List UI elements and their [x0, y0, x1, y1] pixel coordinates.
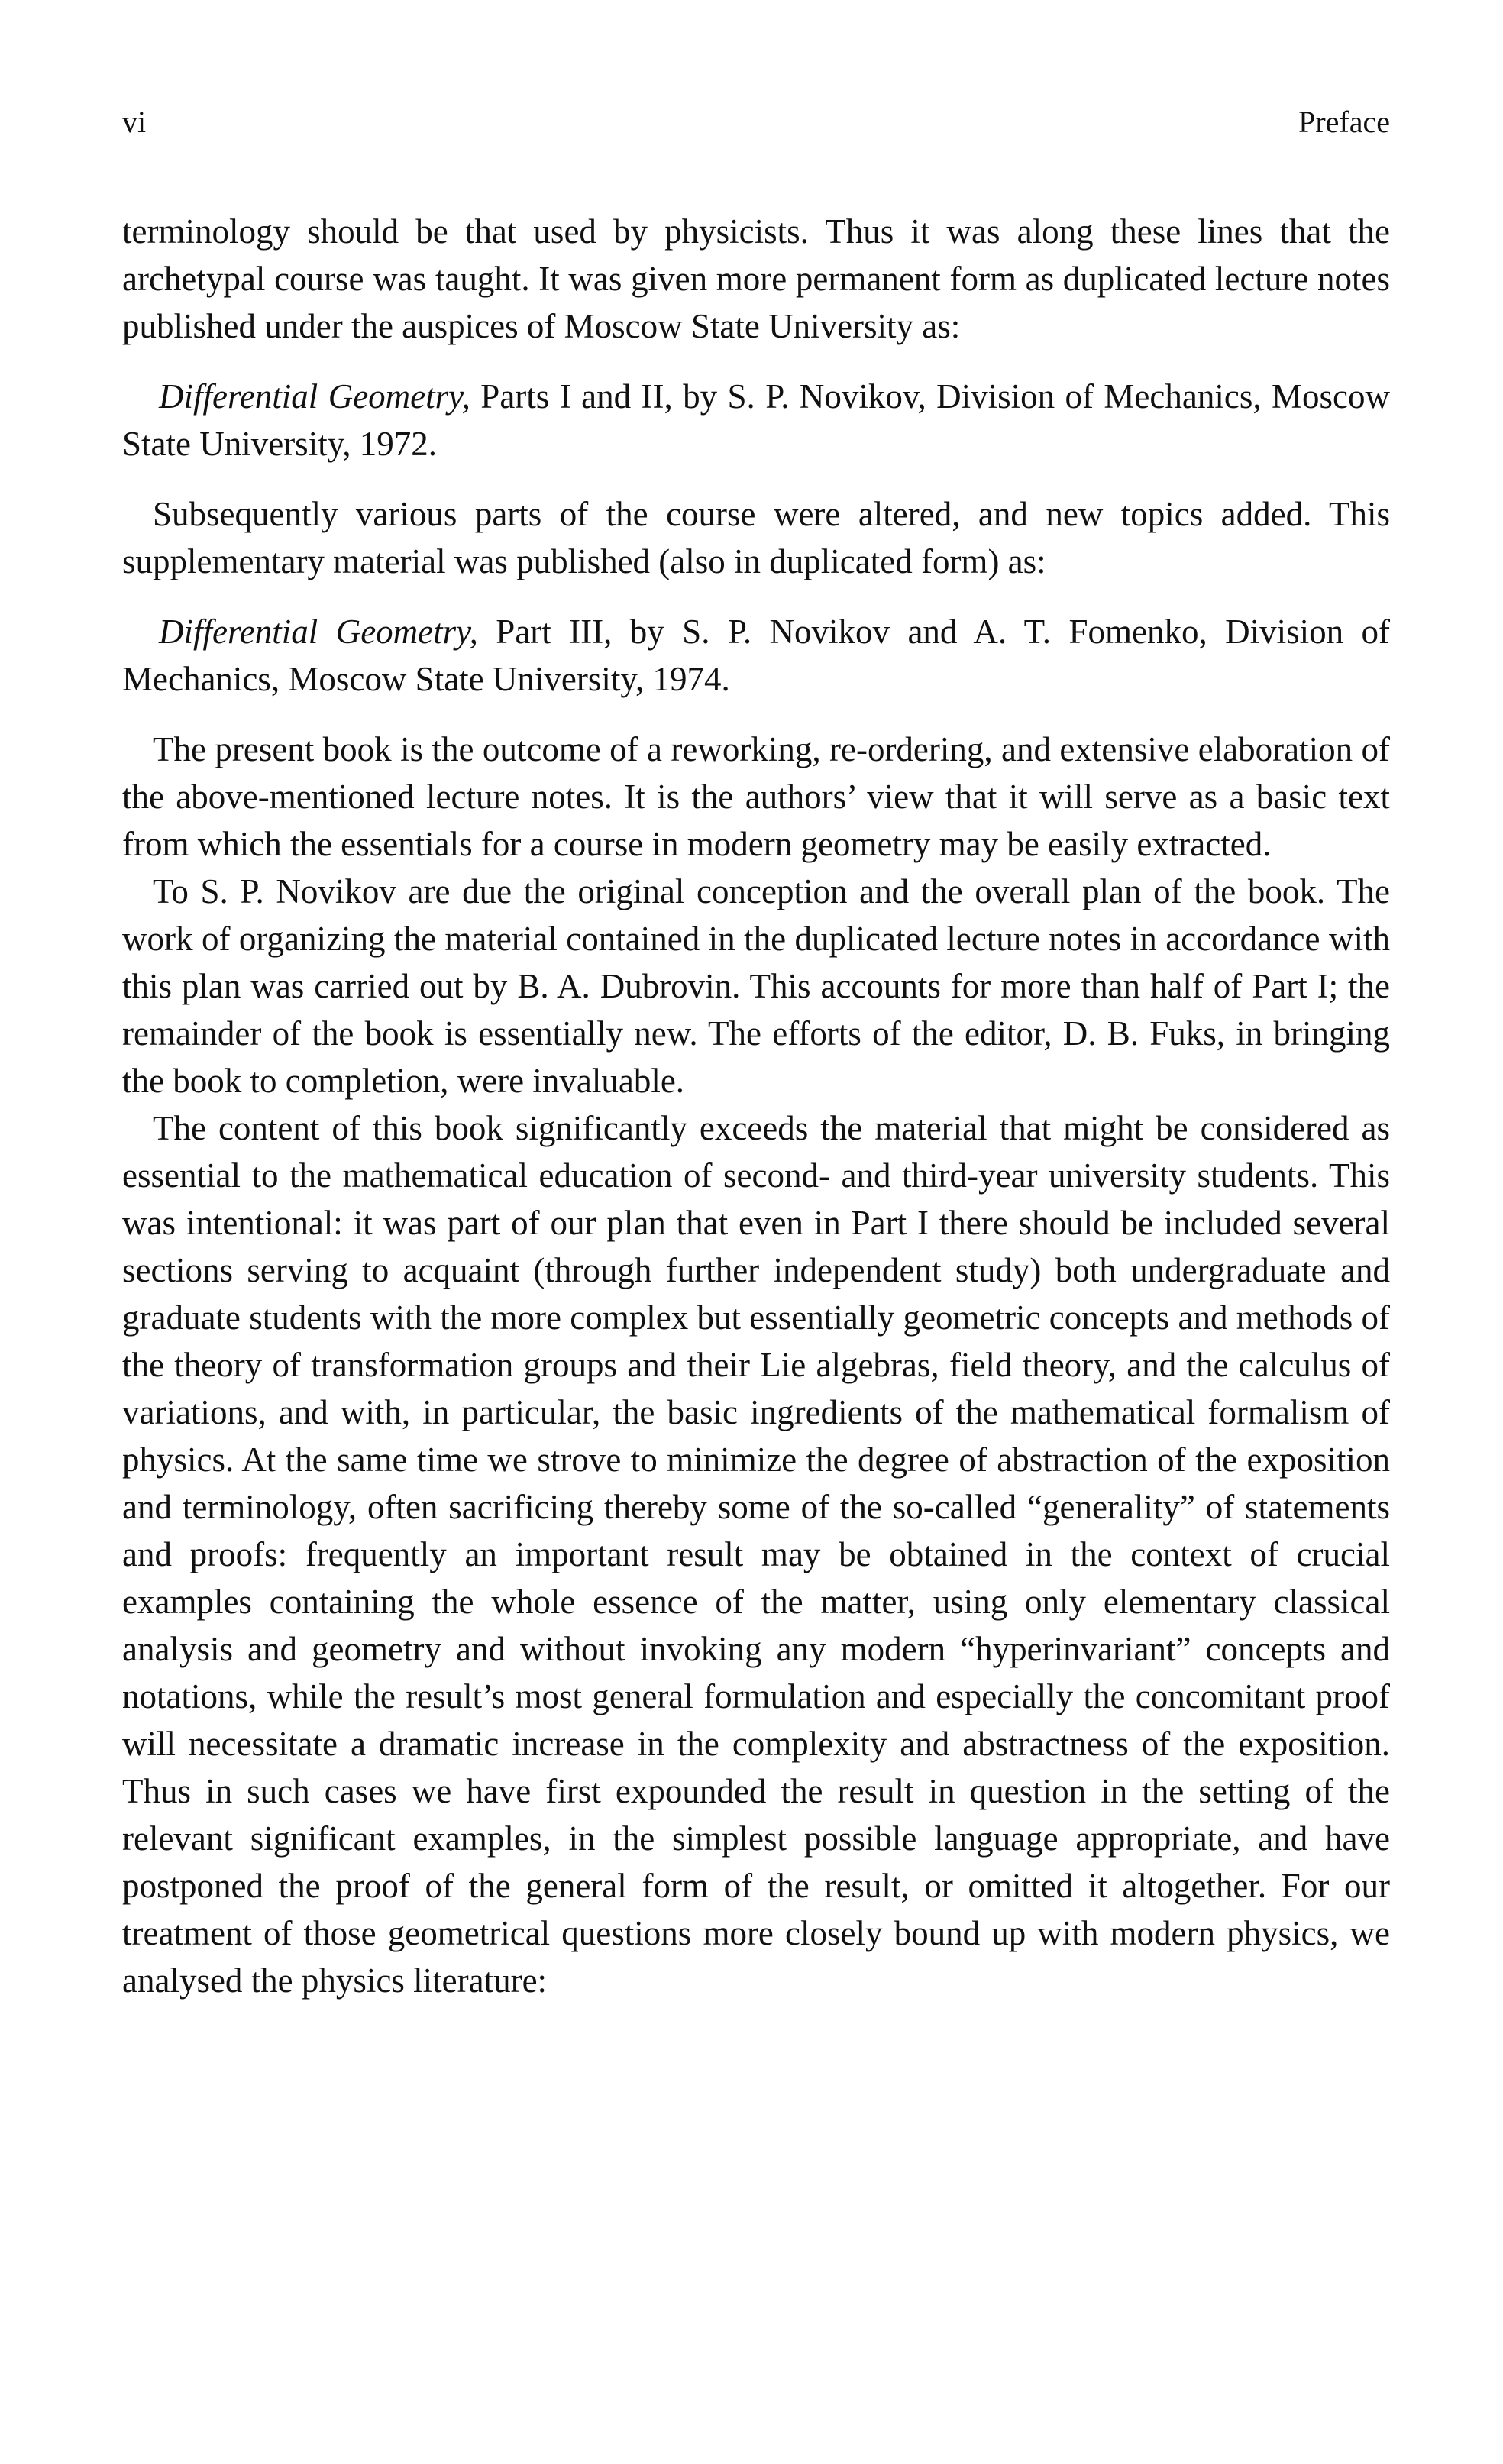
paragraph-present-book: The present book is the outcome of a reworking, re-ordering, and extensive elaboration of the above-mentioned lecture notes. It is the authors’ view that it will serve as a basic text from which the essentials for a course in modern geometry may be easily extracted. [122, 730, 1390, 863]
paragraph-novikov: To S. P. Novikov are due the original conception and the overall plan of the book. The work of organizing the material contained in the duplicated lecture notes in accordance with this plan was carried out by B. A. Dubrovin. This accounts for more than half of Part I; the remainder of the book is essentially new. The efforts of the editor, D. B. Fuks, in bringing the book to completion, were invaluable. [122, 872, 1390, 1100]
body-text [122, 208, 1390, 2004]
paragraph-subsequently: Subsequently various parts of the course were altered, and new topics added. This supplementary material was published (also in duplicated form) as: [122, 495, 1390, 580]
book-page [122, 92, 1390, 2414]
citation-1-details: Parts I and II, by S. P. Novikov, Division of Mechanics, Moscow State University, 1972. [122, 377, 1390, 463]
running-head [122, 92, 1390, 153]
paragraph-content: The content of this book significantly exceeds the material that might be considered as essential to the mathematical education of second- and third-year university students. This was intentional: it was part of our plan that even in Part I there should be included several sections serving to acquaint (through further independent study) both undergraduate and graduate students with the more complex but essentially geometric concepts and methods of the theory of transformation groups and their Lie algebras, field theory, and the calculus of variations, and with, in particular, the basic ingredients of the mathematical formalism of physics. At the same time we strove to minimize the degree of abstraction of the exposition and terminology, often sacrificing thereby some of the so-called “generality” of statements and proofs: frequently an important result may be obtained in the context of crucial examples containing the whole essence of the matter, using only elementary classical analysis and geometry and without invoking any modern “hyperinvariant” concepts and notations, while the result’s most general formulation and especially the concomitant proof will necessitate a dramatic increase in the complexity and abstractness of the exposition. Thus in such cases we have first expounded the result in question in the setting of the relevant significant examples, in the simplest possible language appropriate, and have postponed the proof of the general form of the result, or omitted it altogether. For our treatment of those geometrical questions more closely bound up with modern physics, we analysed the physics literature: [122, 1109, 1390, 2000]
citation-1-title: Differential Geometry, [159, 377, 470, 416]
citation-2-title: Differential Geometry, [159, 613, 478, 651]
citation-2-details: Part III, by S. P. Novikov and A. T. Fomenko, Division of Mechanics, Moscow State University, 1974. [122, 613, 1391, 698]
running-title: Preface [1298, 105, 1390, 139]
page-number: vi [122, 105, 147, 139]
paragraph-continued: terminology should be that used by physicists. Thus it was along these lines that the archetypal course was taught. It was given more permanent form as duplicated lecture notes published under the auspices of Moscow State University as: [122, 212, 1390, 345]
citation-2 [122, 608, 1390, 703]
citation-1 [122, 373, 1390, 467]
